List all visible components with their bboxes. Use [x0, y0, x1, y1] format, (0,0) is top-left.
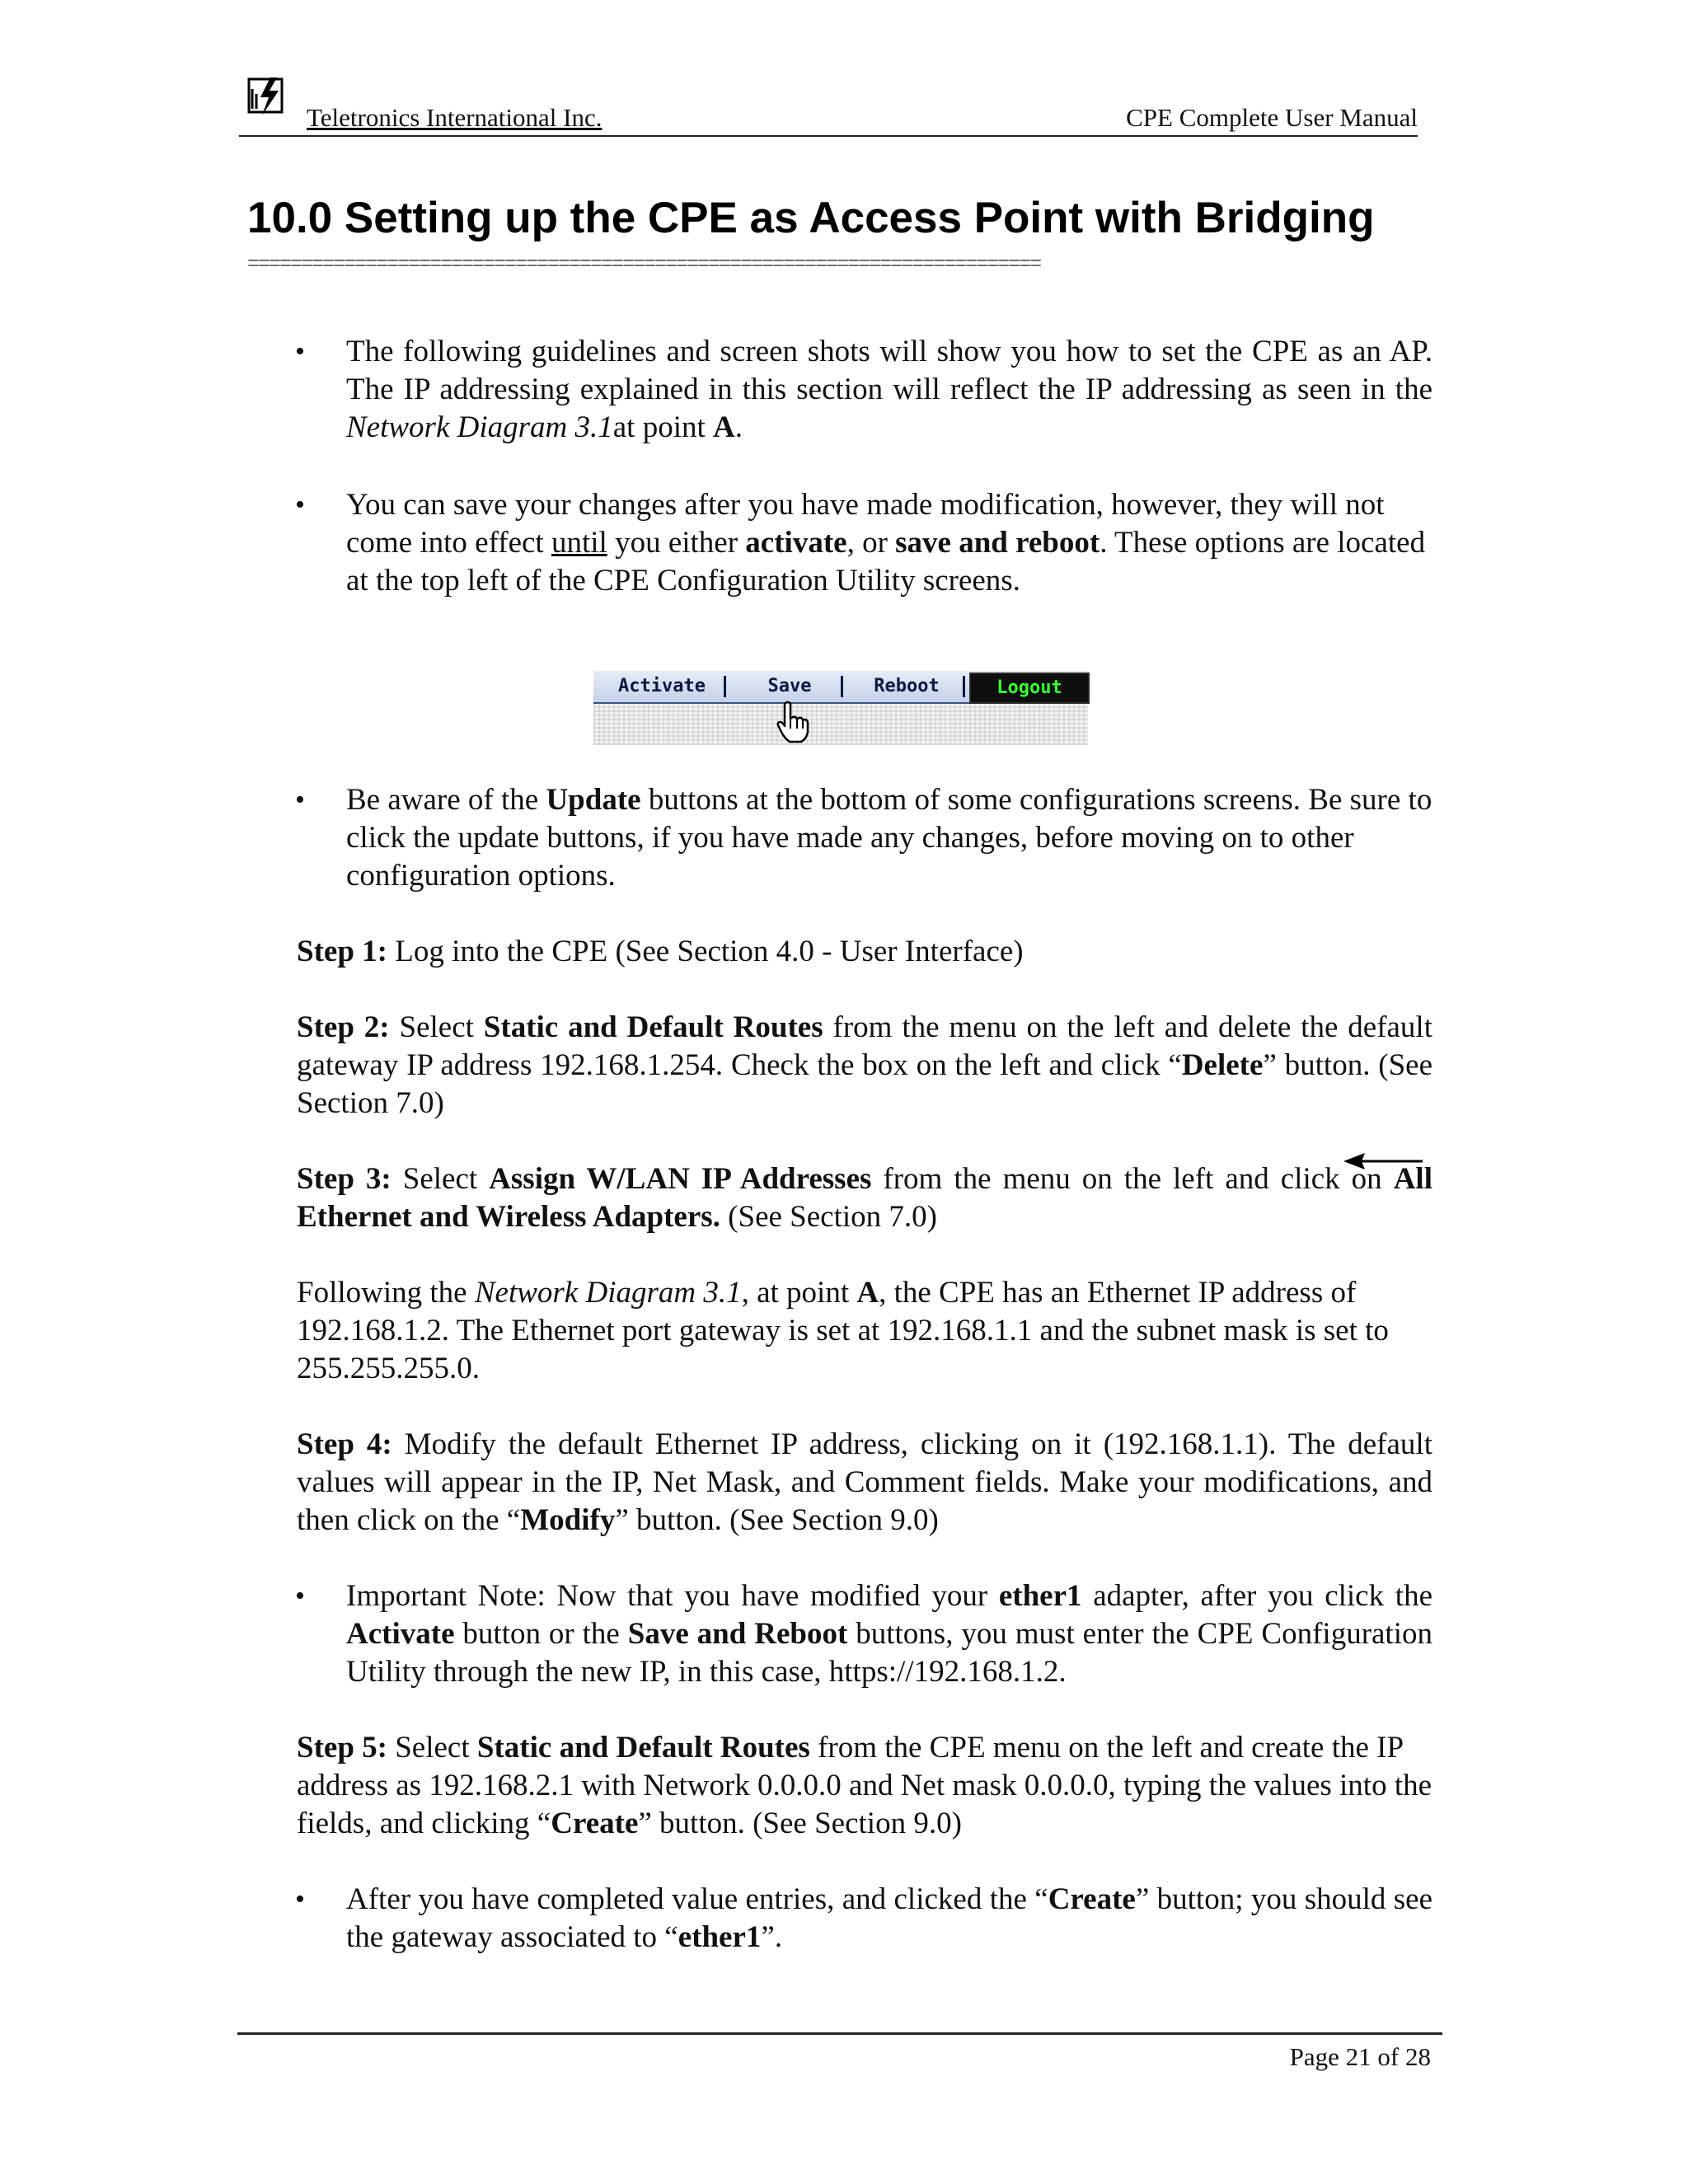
- toolbar-screenshot: [593, 671, 1088, 745]
- activate-button[interactable]: Activate: [618, 676, 706, 696]
- toolbar-background-texture: [593, 704, 1088, 745]
- logout-button[interactable]: [969, 673, 1090, 704]
- step-2: Step 2: Select Static and Default Routes from the menu on the left and delete the default gateway IP address 192.168.1.254. Check the box on the left and click “Delete” button. (See Section 7.0): [297, 1010, 1432, 1120]
- network-diagram-paragraph: Following the Network Diagram 3.1, at point A, the CPE has an Ethernet IP address of 192.168.1.2. The Ethernet port gateway is set at 192.168.1.1 and the subnet mask is set to 255.255.255.0.: [297, 1276, 1389, 1385]
- bullet-dot: •: [295, 1884, 305, 1915]
- toolbar-bar: [593, 671, 1088, 704]
- bullet-dot: •: [295, 785, 305, 815]
- footer-rule: [237, 2032, 1442, 2035]
- step-5: Step 5: Select Static and Default Routes from the CPE menu on the left and create the IP address as 192.168.2.1 with Network 0.0.0.0 and Net mask 0.0.0.0, typing the values into the fields, and clicking “Create” button. (See Section 9.0): [297, 1731, 1432, 1840]
- toolbar-separator: [963, 676, 965, 697]
- bullet-text: The following guidelines and screen shots will show you how to set the CPE as an AP. The IP addressing explained in this section will reflect the IP addressing as seen in the Network Diagram 3.1at point A.: [346, 335, 1432, 444]
- bullet-text: Important Note: Now that you have modified your ether1 adapter, after you click the Activate button or the Save and Reboot buttons, you must enter the CPE Configuration Utility through the new IP, in this case, https://192.168.1.2.: [346, 1579, 1432, 1689]
- bullet-dot: •: [295, 336, 305, 367]
- step-4: Step 4: Modify the default Ethernet IP address, clicking on it (192.168.1.1). The default values will appear in the IP, Net Mask, and Comment fields. Make your modifications, and then click on the “Modify” button. (See Section 9.0): [297, 1427, 1432, 1537]
- header-company: Teletronics International Inc.: [307, 103, 603, 132]
- save-button[interactable]: Save: [767, 676, 812, 696]
- reboot-button[interactable]: Reboot: [874, 676, 940, 696]
- bullet-text: Be aware of the Update buttons at the bottom of some configurations screens. Be sure to click the update buttons, if you have made any changes, before moving on to other configuration options.: [346, 783, 1432, 893]
- hand-cursor-icon: [776, 701, 809, 743]
- page-header: [239, 68, 1418, 137]
- step-3: Step 3: Select Assign W/LAN IP Addresses from the menu on the left and click on All Ethernet and Wireless Adapters. (See Section 7.0): [297, 1162, 1432, 1234]
- bullet-text: After you have completed value entries, and clicked the “Create” button; you should see the gateway associated to “ether1”.: [346, 1882, 1432, 1954]
- bullet-text: You can save your changes after you have made modification, however, they will not come into effect until you either activate, or save and reboot. These options are located at the top left of the CPE Configuration Utility screens.: [346, 488, 1426, 598]
- step-1: Step 1: Log into the CPE (See Section 4.0 - User Interface): [297, 935, 1024, 968]
- header-manual-title: CPE Complete User Manual: [1126, 103, 1418, 132]
- logout-label: Logout: [996, 677, 1062, 698]
- section-title: 10.0 Setting up the CPE as Access Point with Bridging: [247, 194, 1375, 242]
- toolbar-separator: [841, 676, 843, 697]
- teletronics-logo-icon: [246, 73, 290, 117]
- bullet-dot: •: [295, 1581, 305, 1611]
- bullet-dot: •: [295, 490, 305, 520]
- toolbar-separator: [724, 676, 726, 697]
- page-number: Page 21 of 28: [1289, 2042, 1431, 2071]
- title-separator: ==========================================================================: [247, 252, 1041, 276]
